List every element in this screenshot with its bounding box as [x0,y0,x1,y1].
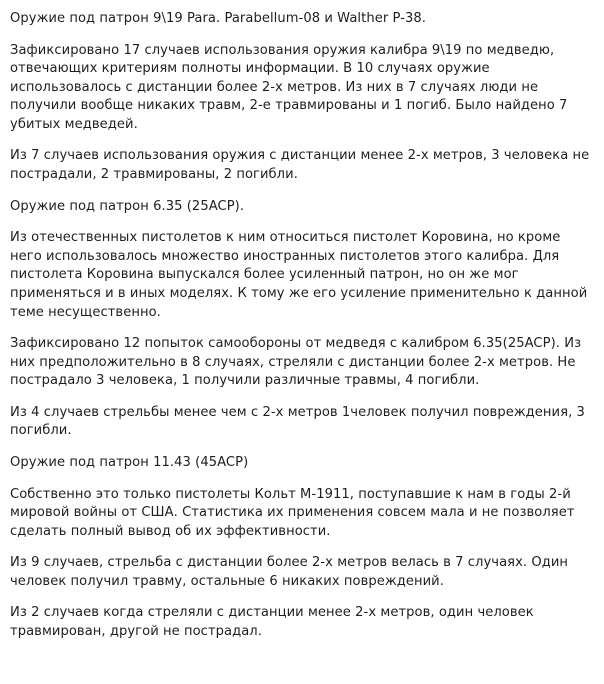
paragraph: Собственно это только пистолеты Кольт М-1911, поступавшие к нам в годы 2-й мировой войны от США. Статистика их применения совсем мала и не позволяет сделать полный вывод об их эффективности. [10,486,575,539]
paragraph: Из 4 случаев стрельбы менее чем с 2-х метров 1человек получил повреждения, 3 погибли. [10,404,585,439]
paragraph: Оружие под патрон 11.43 (45ACP) [10,454,249,470]
paragraph: Оружие под патрон 9\19 Para. Parabellum-08 и Walther P-38. [10,11,426,26]
paragraph: Оружие под патрон 6.35 (25ACP). [10,198,245,214]
paragraph: Зафиксировано 17 случаев использования оружия калибра 9\19 по медведю, отвечающих критериям полноты информации. В 10 случаях оружие использовалось с дистанции более 2-х метров. Из них в 7 случаях люди не получили вообще никаких травм, 2-е травмированы и 1 погиб. Было найдено 7 убитых медведей. [10,42,568,132]
paragraph: Из 2 случаев когда стреляли с дистанции менее 2-х метров, один человек травмирован, другой не пострадал. [10,605,534,640]
paragraph: Из 9 случаев, стрельба с дистанции более 2-х метров велась в 7 случаях. Один человек получил травму, остальные 6 никаких повреждений. [10,555,569,589]
paragraph: Из отечественных пистолетов к ним относиться пистолет Коровина, но кроме него использовалось множество иностранных пистолетов этого калибра. Для пистолета Коровина выпускался более усиленный патрон, но он же мог применяться и в иных моделях. К тому же его усиление применительно к данной теме несущественно. [10,230,588,320]
paragraph: Зафиксировано 12 попыток самообороны от медведя с калибром 6.35(25ACP). Из них предположительно в 8 случаях, стреляли с дистанции более 2-х метров. Не пострадало 3 человека, 1 получили различные травмы, 4 погибли. [10,336,582,389]
paragraph: Из 7 случаев использования оружия с дистанции менее 2-х метров, 3 человека не пострадали, 2 травмированы, 2 погибли. [10,148,590,183]
